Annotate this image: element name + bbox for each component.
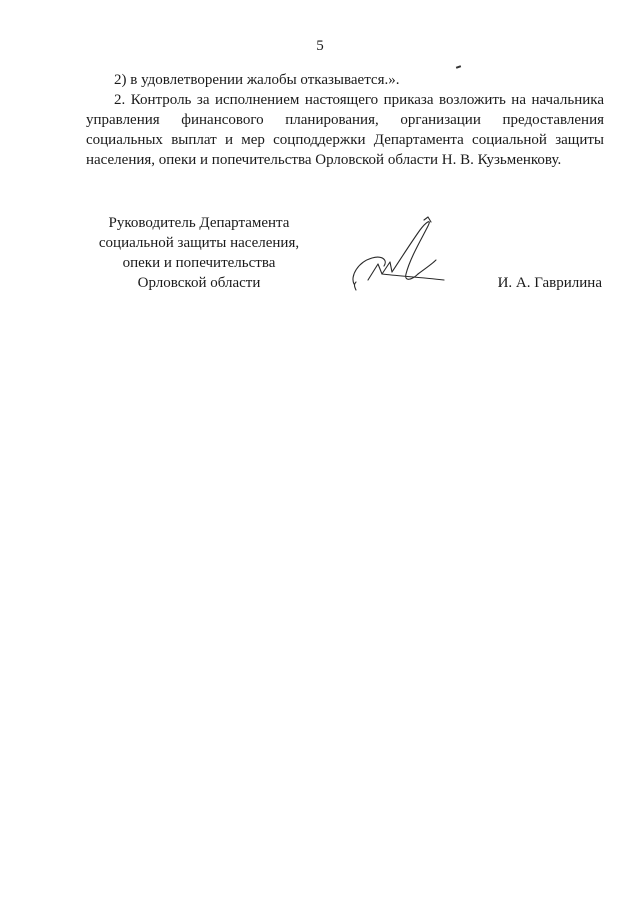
paragraph-control: 2. Контроль за исполнением настоящего приказа возложить на начальника управления финансового планирования, организации предоставления социальных выплат и мер соцподдержки Департамента социальной защиты населения, опеки и попечительства Орловской области Н. В. Кузьменкову. [86,92,604,168]
signer-title-line: Орловской области [137,275,261,291]
signer-name: И. А. Гаврилина [497,275,602,291]
signer-title-line: Руководитель Департамента [108,215,290,231]
signer-title-line: социальной защиты населения, [98,235,300,251]
page-number: 5 [316,38,324,54]
handwritten-signature [348,214,448,294]
document-body [86,70,604,170]
paragraph-refusal: 2) в удовлетворении жалобы отказывается.». [114,72,400,88]
stray-mark [456,65,461,69]
signer-title-line: опеки и попечительства [122,255,276,271]
signer-title-block [86,213,312,293]
